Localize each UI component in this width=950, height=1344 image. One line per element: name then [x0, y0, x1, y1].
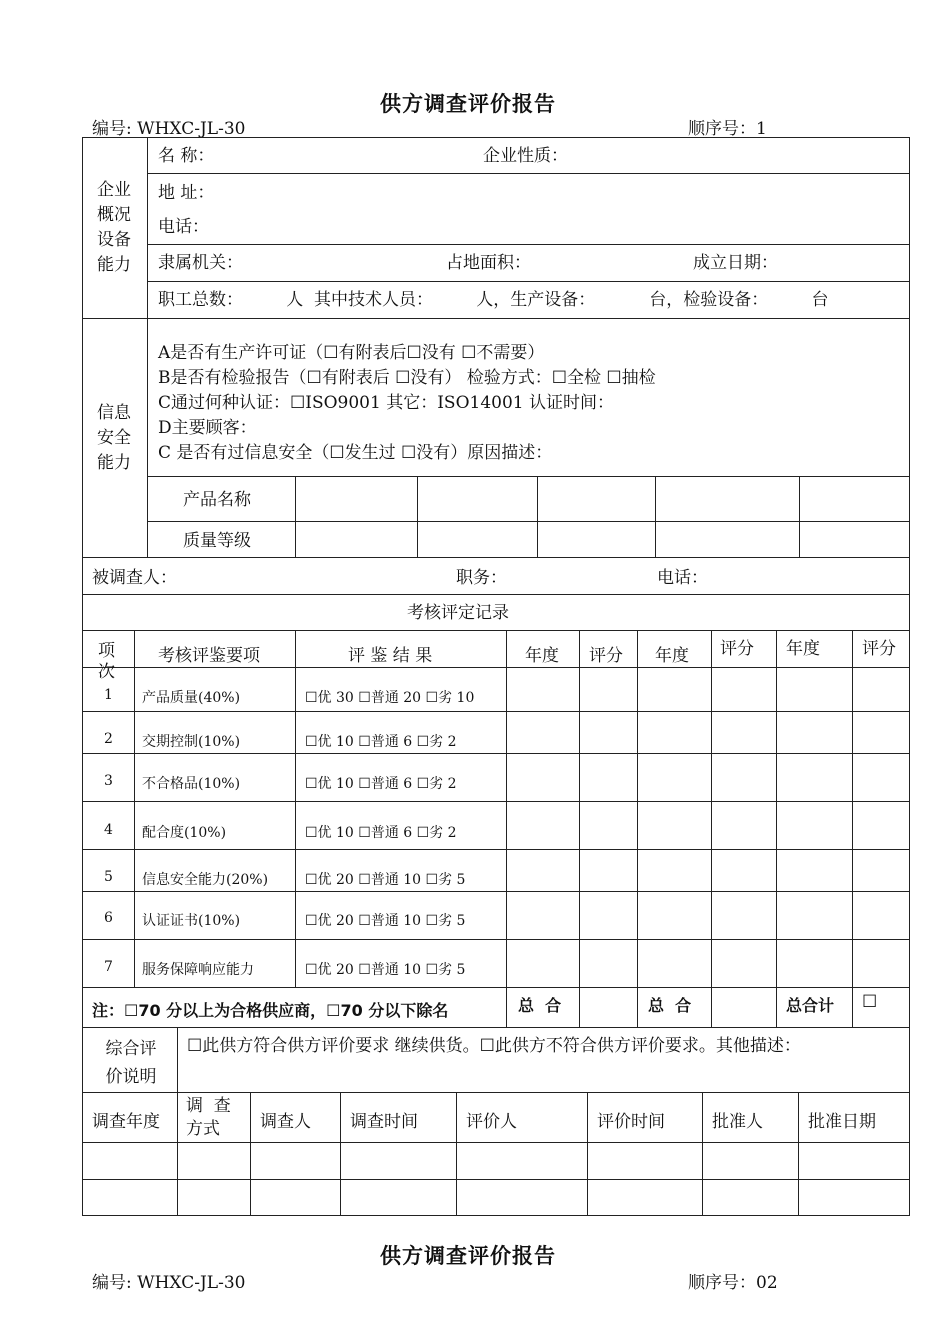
table-row-no: 4	[104, 822, 113, 838]
summary-label: 综合评价说明	[105, 1039, 157, 1087]
header-result: 评 鉴 结 果	[348, 646, 433, 666]
page2-sequence-number: 顺序号：02	[688, 1273, 778, 1293]
sequence-number: 顺序号：1	[688, 119, 767, 139]
table-row-no: 1	[104, 687, 113, 703]
info-line-license: A是否有生产许可证（☐有附表后☐没有 ☐不需要）	[158, 343, 545, 363]
founded-field: 成立日期：	[693, 253, 778, 273]
survey-header-investigator: 调查人	[260, 1112, 311, 1132]
table-row-result: ☐优 20 ☐普通 10 ☐劣 5	[305, 962, 466, 978]
company-phone-field: 电话：	[158, 217, 209, 237]
header-score-1: 评分	[589, 646, 623, 666]
survey-header-year: 调查年度	[92, 1112, 160, 1132]
quality-grade-label: 质量等级	[183, 531, 251, 551]
table-row-item: 配合度(10%)	[142, 825, 227, 841]
product-name-label: 产品名称	[183, 490, 251, 510]
page2-document-code: 编号: WHXC-JL-30	[92, 1273, 246, 1293]
company-address-field: 地 址：	[158, 183, 215, 203]
header-year-3: 年度	[786, 639, 820, 659]
info-line-certification: C通过何种认证：☐ISO9001 其它：ISO14001 认证时间：	[158, 393, 614, 413]
table-row-no: 6	[104, 910, 113, 926]
company-section-label: 企业概况设备能力	[97, 180, 131, 275]
company-nature-field: 企业性质：	[483, 146, 568, 166]
table-row-no: 3	[104, 773, 113, 789]
page-title: 供方调查评价报告	[380, 92, 556, 116]
header-score-3: 评分	[862, 639, 896, 659]
table-row-no: 5	[104, 869, 113, 885]
assessment-title: 考核评定记录	[407, 603, 509, 623]
staff-line: 职工总数： 人 其中技术人员： 人，生产设备： 台，检验设备： 台	[158, 290, 829, 310]
total-label-1: 总 合	[518, 996, 562, 1015]
summary-text: ☐此供方符合供方评价要求 继续供货。☐此供方不符合供方评价要求。其他描述：	[187, 1036, 801, 1056]
company-name-field: 名 称：	[158, 146, 215, 166]
respondent-position-label: 职务：	[456, 568, 507, 588]
table-row-no: 7	[104, 959, 113, 975]
page2-title: 供方调查评价报告	[380, 1244, 556, 1268]
table-row-item: 不合格品(10%)	[142, 776, 241, 792]
header-year-1: 年度	[525, 646, 559, 666]
survey-header-evaluator: 评价人	[466, 1112, 517, 1132]
table-row-item: 认证证书(10%)	[142, 913, 241, 929]
table-row-result: ☐优 30 ☐普通 20 ☐劣 10	[305, 690, 475, 706]
grand-total-checkbox[interactable]: ☐	[862, 992, 878, 1012]
respondent-label: 被调查人：	[92, 568, 177, 588]
header-item: 考核评鉴要项	[158, 646, 260, 666]
respondent-phone-label: 电话：	[657, 568, 708, 588]
table-row-result: ☐优 20 ☐普通 10 ☐劣 5	[305, 913, 466, 929]
table-row-item: 信息安全能力(20%)	[142, 872, 269, 888]
info-line-security: C 是否有过信息安全（☐发生过 ☐没有）原因描述：	[158, 443, 553, 463]
info-line-customers: D主要顾客：	[158, 418, 257, 438]
table-row-item: 产品质量(40%)	[142, 690, 241, 706]
survey-header-approver: 批准人	[712, 1112, 763, 1132]
authority-field: 隶属机关：	[158, 253, 243, 273]
table-row-result: ☐优 10 ☐普通 6 ☐劣 2	[305, 825, 457, 841]
area-field: 占地面积：	[446, 253, 531, 273]
pass-note: 注：☐70 分以上为合格供应商，☐70 分以下除名	[92, 1001, 449, 1020]
info-section-label: 信息安全能力	[97, 403, 131, 473]
info-line-inspection: B是否有检验报告（☐有附表后 ☐没有） 检验方式：☐全检 ☐抽检	[158, 368, 656, 388]
survey-header-method: 调 查方式	[186, 1096, 231, 1139]
table-row-item: 交期控制(10%)	[142, 734, 241, 750]
table-row-result: ☐优 20 ☐普通 10 ☐劣 5	[305, 872, 466, 888]
header-score-2: 评分	[720, 639, 754, 659]
survey-header-time: 调查时间	[350, 1112, 418, 1132]
header-year-2: 年度	[655, 646, 689, 666]
table-row-no: 2	[104, 731, 113, 747]
total-label-2: 总 合	[648, 996, 692, 1015]
table-row-result: ☐优 10 ☐普通 6 ☐劣 2	[305, 734, 457, 750]
grand-total-label: 总合计	[786, 996, 835, 1015]
table-row-result: ☐优 10 ☐普通 6 ☐劣 2	[305, 776, 457, 792]
document-code: 编号: WHXC-JL-30	[92, 119, 246, 139]
survey-header-approve-date: 批准日期	[808, 1112, 876, 1132]
header-item-no: 项次	[98, 641, 115, 682]
survey-header-eval-time: 评价时间	[597, 1112, 665, 1132]
table-row-item: 服务保障响应能力	[142, 962, 254, 978]
